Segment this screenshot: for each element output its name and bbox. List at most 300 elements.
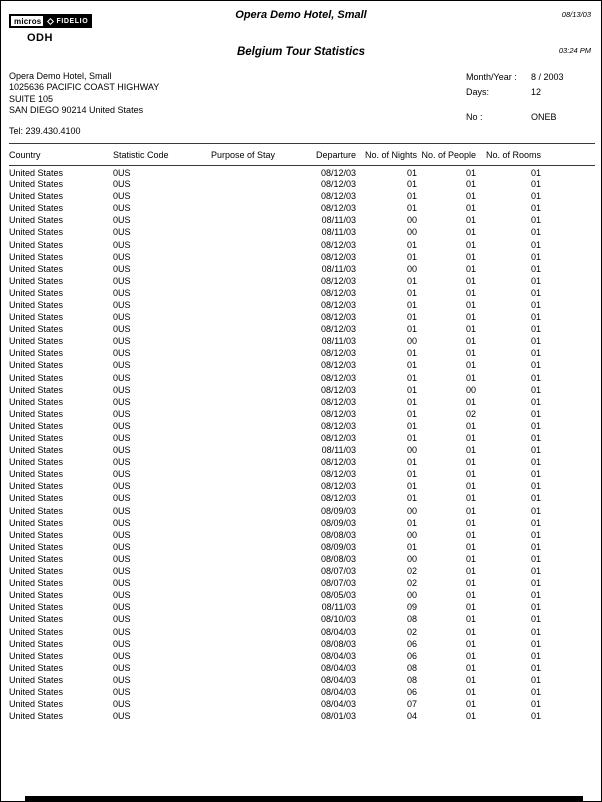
- column-header-no-of-rooms: No. of Rooms: [476, 144, 541, 166]
- cell-departure: 08/04/03: [320, 686, 356, 697]
- cell-no-of-nights: 01: [406, 348, 417, 359]
- table-row: [9, 698, 595, 710]
- cell-no-of-nights: 01: [406, 299, 417, 310]
- cell-filler: [541, 384, 595, 396]
- days-label: Days:: [466, 87, 490, 97]
- cell-purpose-of-stay: [211, 553, 301, 565]
- cell-country: United States: [9, 384, 64, 395]
- table-row: [9, 674, 595, 686]
- micros-logo-text: micros: [9, 14, 45, 28]
- cell-purpose-of-stay: [211, 238, 301, 250]
- cell-statistic-code: 0US: [113, 348, 131, 359]
- table-row: [9, 529, 595, 541]
- hotel-address-block: [9, 71, 159, 116]
- cell-no-of-nights: 00: [406, 590, 417, 601]
- cell-departure: 08/01/03: [320, 711, 356, 722]
- cell-filler: [541, 492, 595, 504]
- cell-no-of-rooms: 01: [530, 372, 541, 383]
- table-row: [9, 541, 595, 553]
- cell-departure: 08/12/03: [320, 275, 356, 286]
- cell-no-of-people: 01: [465, 505, 476, 516]
- cell-filler: [541, 553, 595, 565]
- table-row: [9, 468, 595, 480]
- cell-filler: [541, 347, 595, 359]
- table-row: [9, 372, 595, 384]
- cell-no-of-people: 01: [465, 372, 476, 383]
- cell-no-of-rooms: 01: [530, 203, 541, 214]
- cell-no-of-people: 01: [465, 578, 476, 589]
- param-month-year: [466, 72, 596, 82]
- cell-statistic-code: 0US: [113, 275, 131, 286]
- cell-no-of-nights: 01: [406, 493, 417, 504]
- cell-departure: 08/12/03: [320, 433, 356, 444]
- cell-filler: [541, 505, 595, 517]
- cell-purpose-of-stay: [211, 577, 301, 589]
- cell-country: United States: [9, 626, 64, 637]
- table-row: [9, 226, 595, 238]
- cell-statistic-code: 0US: [113, 420, 131, 431]
- cell-purpose-of-stay: [211, 698, 301, 710]
- cell-no-of-rooms: 01: [530, 433, 541, 444]
- cell-no-of-people: 01: [465, 360, 476, 371]
- cell-purpose-of-stay: [211, 710, 301, 722]
- cell-statistic-code: 0US: [113, 578, 131, 589]
- cell-statistic-code: 0US: [113, 699, 131, 710]
- table-row: [9, 238, 595, 250]
- cell-no-of-nights: 01: [406, 179, 417, 190]
- table-row: [9, 347, 595, 359]
- cell-departure: 08/12/03: [320, 384, 356, 395]
- cell-no-of-rooms: 01: [530, 686, 541, 697]
- cell-country: United States: [9, 505, 64, 516]
- cell-departure: 08/09/03: [320, 517, 356, 528]
- hotel-address-line3: SAN DIEGO 90214 United States: [9, 104, 144, 115]
- cell-filler: [541, 456, 595, 468]
- cell-country: United States: [9, 191, 64, 202]
- cell-no-of-rooms: 01: [530, 541, 541, 552]
- cell-statistic-code: 0US: [113, 396, 131, 407]
- cell-no-of-people: 01: [465, 481, 476, 492]
- cell-purpose-of-stay: [211, 601, 301, 613]
- cell-no-of-people: 01: [465, 662, 476, 673]
- column-header-no-of-people: No. of People: [417, 144, 476, 166]
- cell-no-of-nights: 01: [406, 251, 417, 262]
- cell-purpose-of-stay: [211, 686, 301, 698]
- cell-departure: 08/12/03: [320, 287, 356, 298]
- cell-country: United States: [9, 372, 64, 383]
- cell-no-of-rooms: 01: [530, 469, 541, 480]
- cell-no-of-nights: 01: [406, 312, 417, 323]
- cell-statistic-code: 0US: [113, 227, 131, 238]
- cell-purpose-of-stay: [211, 541, 301, 553]
- cell-no-of-nights: 08: [406, 614, 417, 625]
- cell-no-of-nights: 01: [406, 324, 417, 335]
- cell-purpose-of-stay: [211, 650, 301, 662]
- cell-statistic-code: 0US: [113, 517, 131, 528]
- cell-no-of-rooms: 01: [530, 312, 541, 323]
- cell-purpose-of-stay: [211, 323, 301, 335]
- cell-filler: [541, 650, 595, 662]
- cell-country: United States: [9, 227, 64, 238]
- days-value: 12: [531, 87, 542, 97]
- cell-no-of-rooms: 01: [530, 299, 541, 310]
- cell-purpose-of-stay: [211, 613, 301, 625]
- cell-statistic-code: 0US: [113, 312, 131, 323]
- cell-purpose-of-stay: [211, 178, 301, 190]
- cell-no-of-rooms: 01: [530, 408, 541, 419]
- statistics-table: [9, 143, 595, 722]
- cell-no-of-people: 01: [465, 396, 476, 407]
- table-row: [9, 396, 595, 408]
- cell-departure: 08/05/03: [320, 590, 356, 601]
- cell-country: United States: [9, 215, 64, 226]
- cell-no-of-rooms: 01: [530, 566, 541, 577]
- cell-statistic-code: 0US: [113, 493, 131, 504]
- cell-departure: 08/12/03: [320, 179, 356, 190]
- cell-no-of-people: 01: [465, 203, 476, 214]
- cell-statistic-code: 0US: [113, 179, 131, 190]
- cell-departure: 08/10/03: [320, 614, 356, 625]
- cell-departure: 08/12/03: [320, 372, 356, 383]
- table-row: [9, 492, 595, 504]
- cell-no-of-people: 01: [465, 420, 476, 431]
- cell-purpose-of-stay: [211, 565, 301, 577]
- cell-country: United States: [9, 275, 64, 286]
- cell-no-of-people: 01: [465, 626, 476, 637]
- cell-departure: 08/12/03: [320, 420, 356, 431]
- cell-no-of-nights: 00: [406, 553, 417, 564]
- hotel-address-line2: SUITE 105: [9, 93, 54, 104]
- table-row: [9, 638, 595, 650]
- cell-filler: [541, 698, 595, 710]
- cell-no-of-people: 01: [465, 602, 476, 613]
- cell-country: United States: [9, 203, 64, 214]
- cell-no-of-rooms: 01: [530, 191, 541, 202]
- cell-filler: [541, 662, 595, 674]
- cell-no-of-rooms: 01: [530, 360, 541, 371]
- cell-purpose-of-stay: [211, 517, 301, 529]
- cell-purpose-of-stay: [211, 408, 301, 420]
- cell-country: United States: [9, 445, 64, 456]
- cell-departure: 08/12/03: [320, 312, 356, 323]
- cell-no-of-rooms: 01: [530, 396, 541, 407]
- cell-no-of-rooms: 01: [530, 590, 541, 601]
- table-row: [9, 311, 595, 323]
- cell-no-of-people: 01: [465, 650, 476, 661]
- cell-no-of-nights: 01: [406, 408, 417, 419]
- cell-filler: [541, 601, 595, 613]
- cell-no-of-nights: 01: [406, 360, 417, 371]
- cell-statistic-code: 0US: [113, 590, 131, 601]
- table-row: [9, 505, 595, 517]
- cell-country: United States: [9, 168, 64, 178]
- report-title: Belgium Tour Statistics: [236, 46, 365, 58]
- cell-filler: [541, 359, 595, 371]
- cell-no-of-people: 01: [465, 686, 476, 697]
- cell-purpose-of-stay: [211, 662, 301, 674]
- cell-country: United States: [9, 590, 64, 601]
- cell-no-of-people: 02: [465, 408, 476, 419]
- cell-filler: [541, 190, 595, 202]
- table-row: [9, 202, 595, 214]
- cell-filler: [541, 444, 595, 456]
- cell-no-of-nights: 01: [406, 239, 417, 250]
- cell-filler: [541, 468, 595, 480]
- cell-filler: [541, 420, 595, 432]
- cell-no-of-people: 01: [465, 336, 476, 347]
- cell-no-of-people: 01: [465, 457, 476, 468]
- cell-purpose-of-stay: [211, 335, 301, 347]
- cell-country: United States: [9, 396, 64, 407]
- cell-no-of-rooms: 01: [530, 674, 541, 685]
- cell-filler: [541, 710, 595, 722]
- cell-departure: 08/12/03: [320, 324, 356, 335]
- cell-statistic-code: 0US: [113, 469, 131, 480]
- cell-no-of-people: 01: [465, 239, 476, 250]
- table-row: [9, 710, 595, 722]
- cell-country: United States: [9, 469, 64, 480]
- table-row: [9, 625, 595, 637]
- cell-no-of-rooms: 01: [530, 711, 541, 722]
- cell-country: United States: [9, 360, 64, 371]
- cell-no-of-rooms: 01: [530, 445, 541, 456]
- cell-statistic-code: 0US: [113, 566, 131, 577]
- cell-no-of-nights: 08: [406, 662, 417, 673]
- cell-departure: 08/12/03: [320, 191, 356, 202]
- cell-no-of-nights: 09: [406, 602, 417, 613]
- cell-no-of-nights: 00: [406, 505, 417, 516]
- cell-no-of-nights: 01: [406, 168, 417, 178]
- cell-departure: 08/08/03: [320, 638, 356, 649]
- table-row: [9, 480, 595, 492]
- cell-no-of-rooms: 01: [530, 168, 541, 178]
- cell-country: United States: [9, 602, 64, 613]
- cell-no-of-rooms: 01: [530, 251, 541, 262]
- cell-departure: 08/12/03: [320, 469, 356, 480]
- table-row: [9, 420, 595, 432]
- cell-no-of-nights: 08: [406, 674, 417, 685]
- cell-filler: [541, 565, 595, 577]
- cell-no-of-people: 01: [465, 275, 476, 286]
- column-header-statistic-code: Statistic Code: [113, 144, 211, 166]
- table-row: [9, 214, 595, 226]
- cell-country: United States: [9, 493, 64, 504]
- cell-statistic-code: 0US: [113, 191, 131, 202]
- cell-country: United States: [9, 662, 64, 673]
- cell-statistic-code: 0US: [113, 239, 131, 250]
- cell-no-of-rooms: 01: [530, 553, 541, 564]
- cell-statistic-code: 0US: [113, 384, 131, 395]
- cell-country: United States: [9, 336, 64, 347]
- cell-no-of-people: 01: [465, 699, 476, 710]
- cell-statistic-code: 0US: [113, 674, 131, 685]
- cell-purpose-of-stay: [211, 226, 301, 238]
- table-row: [9, 287, 595, 299]
- cell-departure: 08/04/03: [320, 699, 356, 710]
- cell-no-of-nights: 01: [406, 372, 417, 383]
- cell-filler: [541, 541, 595, 553]
- cell-statistic-code: 0US: [113, 457, 131, 468]
- cell-filler: [541, 686, 595, 698]
- cell-country: United States: [9, 699, 64, 710]
- cell-no-of-rooms: 01: [530, 699, 541, 710]
- cell-no-of-nights: 00: [406, 263, 417, 274]
- cell-no-of-people: 01: [465, 179, 476, 190]
- cell-country: United States: [9, 578, 64, 589]
- cell-statistic-code: 0US: [113, 638, 131, 649]
- cell-departure: 08/08/03: [320, 529, 356, 540]
- cell-no-of-rooms: 01: [530, 614, 541, 625]
- cell-no-of-people: 01: [465, 287, 476, 298]
- column-header-departure: Departure: [301, 144, 356, 166]
- cell-filler: [541, 517, 595, 529]
- table-row: [9, 408, 595, 420]
- cell-no-of-people: 01: [465, 324, 476, 335]
- cell-no-of-nights: 01: [406, 420, 417, 431]
- cell-departure: 08/08/03: [320, 553, 356, 564]
- cell-no-of-nights: 01: [406, 203, 417, 214]
- cell-no-of-rooms: 01: [530, 578, 541, 589]
- cell-purpose-of-stay: [211, 251, 301, 263]
- cell-departure: 08/11/03: [321, 215, 356, 226]
- cell-filler: [541, 432, 595, 444]
- cell-filler: [541, 396, 595, 408]
- cell-no-of-nights: 01: [406, 433, 417, 444]
- table-row: [9, 323, 595, 335]
- cell-no-of-nights: 02: [406, 626, 417, 637]
- cell-filler: [541, 226, 595, 238]
- table-row: [9, 565, 595, 577]
- cell-statistic-code: 0US: [113, 614, 131, 625]
- cell-country: United States: [9, 263, 64, 274]
- table-row: [9, 178, 595, 190]
- cell-statistic-code: 0US: [113, 324, 131, 335]
- cell-country: United States: [9, 420, 64, 431]
- cell-no-of-nights: 01: [406, 275, 417, 286]
- cell-purpose-of-stay: [211, 444, 301, 456]
- table-row: [9, 432, 595, 444]
- cell-filler: [541, 178, 595, 190]
- cell-no-of-nights: 01: [406, 396, 417, 407]
- cell-filler: [541, 251, 595, 263]
- cell-departure: 08/12/03: [320, 168, 356, 178]
- cell-no-of-rooms: 01: [530, 384, 541, 395]
- column-header-no-of-nights: No. of Nights: [356, 144, 417, 166]
- cell-purpose-of-stay: [211, 468, 301, 480]
- cell-departure: 08/04/03: [320, 650, 356, 661]
- cell-departure: 08/11/03: [321, 263, 356, 274]
- cell-no-of-people: 01: [465, 493, 476, 504]
- table-row: [9, 577, 595, 589]
- cell-departure: 08/12/03: [320, 203, 356, 214]
- cell-no-of-rooms: 01: [530, 662, 541, 673]
- cell-no-of-people: 01: [465, 445, 476, 456]
- column-header-filler: [541, 144, 595, 166]
- cell-country: United States: [9, 541, 64, 552]
- cell-no-of-nights: 01: [406, 384, 417, 395]
- bottom-black-bar: [25, 796, 583, 801]
- table-row: [9, 553, 595, 565]
- cell-purpose-of-stay: [211, 480, 301, 492]
- table-row: [9, 601, 595, 613]
- cell-filler: [541, 311, 595, 323]
- cell-statistic-code: 0US: [113, 251, 131, 262]
- cell-no-of-nights: 01: [406, 287, 417, 298]
- cell-no-of-rooms: 01: [530, 275, 541, 286]
- cell-departure: 08/12/03: [320, 348, 356, 359]
- cell-no-of-nights: 06: [406, 638, 417, 649]
- cell-purpose-of-stay: [211, 166, 301, 179]
- cell-no-of-rooms: 01: [530, 505, 541, 516]
- cell-filler: [541, 589, 595, 601]
- cell-departure: 08/12/03: [320, 360, 356, 371]
- cell-purpose-of-stay: [211, 359, 301, 371]
- cell-departure: 08/12/03: [320, 239, 356, 250]
- cell-no-of-nights: 02: [406, 578, 417, 589]
- cell-departure: 08/11/03: [321, 445, 356, 456]
- table-row: [9, 686, 595, 698]
- table-row: [9, 613, 595, 625]
- cell-no-of-people: 01: [465, 469, 476, 480]
- cell-no-of-nights: 01: [406, 481, 417, 492]
- cell-statistic-code: 0US: [113, 541, 131, 552]
- cell-no-of-nights: 06: [406, 650, 417, 661]
- cell-no-of-rooms: 01: [530, 626, 541, 637]
- cell-country: United States: [9, 566, 64, 577]
- cell-statistic-code: 0US: [113, 372, 131, 383]
- cell-no-of-rooms: 01: [530, 324, 541, 335]
- cell-no-of-people: 01: [465, 227, 476, 238]
- cell-purpose-of-stay: [211, 347, 301, 359]
- cell-filler: [541, 214, 595, 226]
- table-row: [9, 251, 595, 263]
- cell-no-of-people: 01: [465, 711, 476, 722]
- cell-purpose-of-stay: [211, 311, 301, 323]
- table-row: [9, 275, 595, 287]
- cell-country: United States: [9, 299, 64, 310]
- month-year-label: Month/Year :: [466, 72, 517, 82]
- cell-no-of-nights: 07: [406, 699, 417, 710]
- cell-no-of-people: 01: [465, 590, 476, 601]
- print-date: 08/13/03: [561, 10, 591, 19]
- cell-filler: [541, 638, 595, 650]
- cell-purpose-of-stay: [211, 456, 301, 468]
- cell-statistic-code: 0US: [113, 445, 131, 456]
- cell-purpose-of-stay: [211, 589, 301, 601]
- cell-departure: 08/11/03: [321, 227, 356, 238]
- cell-filler: [541, 238, 595, 250]
- cell-country: United States: [9, 239, 64, 250]
- cell-country: United States: [9, 711, 64, 722]
- print-time: 03:24 PM: [558, 46, 591, 55]
- cell-no-of-people: 01: [465, 638, 476, 649]
- cell-purpose-of-stay: [211, 202, 301, 214]
- cell-no-of-nights: 00: [406, 215, 417, 226]
- cell-country: United States: [9, 179, 64, 190]
- cell-purpose-of-stay: [211, 492, 301, 504]
- cell-purpose-of-stay: [211, 638, 301, 650]
- report-table-body: [9, 166, 595, 723]
- cell-country: United States: [9, 481, 64, 492]
- cell-filler: [541, 166, 595, 179]
- cell-filler: [541, 674, 595, 686]
- cell-country: United States: [9, 312, 64, 323]
- cell-no-of-people: 01: [465, 251, 476, 262]
- hotel-name: Opera Demo Hotel, Small: [9, 71, 112, 81]
- cell-filler: [541, 529, 595, 541]
- cell-statistic-code: 0US: [113, 215, 131, 226]
- cell-statistic-code: 0US: [113, 263, 131, 274]
